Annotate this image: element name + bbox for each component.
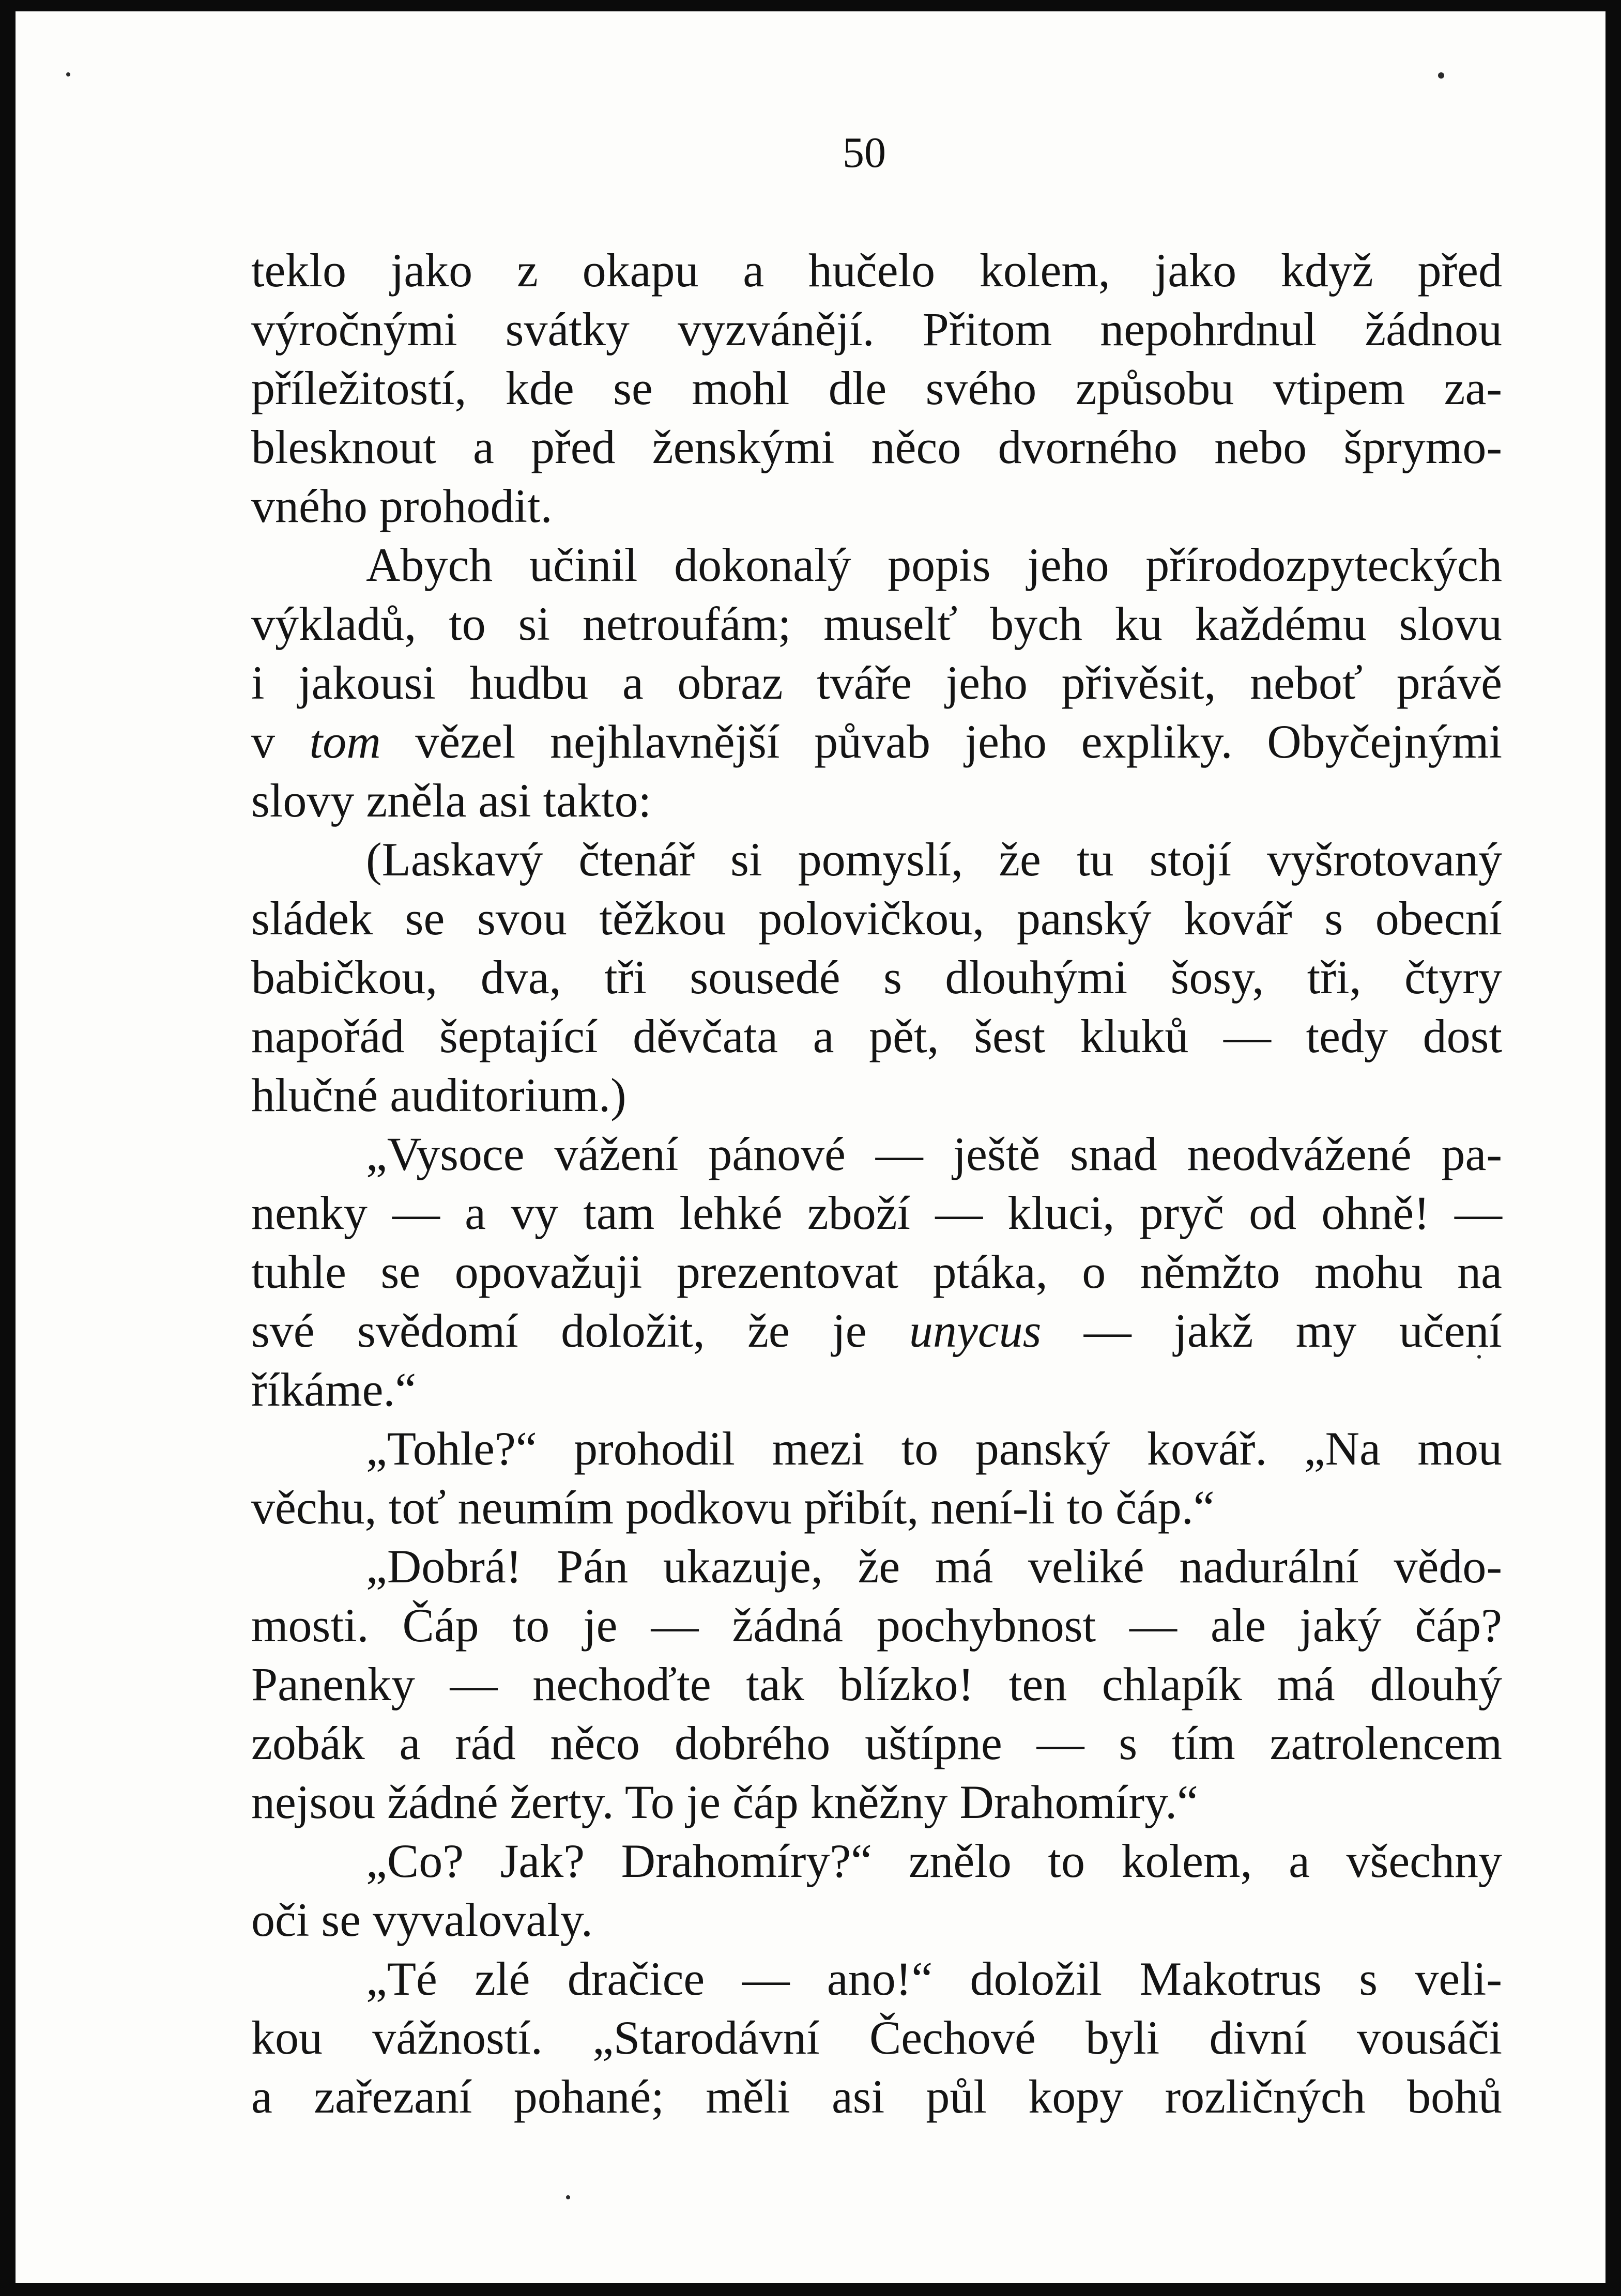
- text-line: teklo jako z okapu a hučelo kolem, jako když před: [251, 244, 1502, 297]
- text-line: oči se vyvalovaly.: [251, 1893, 593, 1946]
- text-line: zobák a rád něco dobrého uštípne — s tím zatrolencem: [251, 1717, 1502, 1769]
- text-line: „Vysoce vážení pánové — ještě snad neodvážené pa-: [366, 1128, 1502, 1180]
- text-line: příležitostí, kde se mohl dle svého způsobu vtipem za-: [251, 362, 1502, 414]
- text-line: vného prohodit.: [251, 480, 553, 532]
- paragraph: [251, 1537, 1502, 1831]
- text-line: kou vážností. „Starodávní Čechové byli divní vousáči: [251, 2011, 1502, 2064]
- text-line: (Laskavý čtenář si pomyslí, že tu stojí vyšrotovaný: [366, 833, 1502, 886]
- text-line: výkladů, to si netroufám; muselť bych ku každému slovu: [251, 597, 1502, 650]
- paragraph: [251, 535, 1502, 830]
- text-line: „Co? Jak? Drahomíry?“ znělo to kolem, a všechny: [366, 1835, 1502, 1887]
- paragraph: [251, 1831, 1502, 1949]
- speck-mark: [566, 2195, 570, 2199]
- text-line: [251, 712, 1502, 771]
- paragraph: [251, 1949, 1502, 2126]
- text-line: babičkou, dva, tři sousedé s dlouhými šosy, tři, čtyry: [251, 951, 1502, 1004]
- text-line: tuhle se opovažuji prezentovat ptáka, o němžto mohu na: [251, 1245, 1502, 1298]
- text-line: [251, 1301, 1502, 1360]
- text-line: „Tohle?“ prohodil mezi to panský kovář. „Na mou: [366, 1422, 1502, 1475]
- text-line: napořád šeptající děvčata a pět, šest kluků — tedy dost: [251, 1010, 1502, 1062]
- text-line: i jakousi hudbu a obraz tváře jeho přivěsit, neboť právě: [251, 656, 1502, 709]
- body-text: [251, 241, 1502, 2126]
- text-line: „Té zlé dračice — ano!“ doložil Makotrus s veli-: [366, 1952, 1502, 2005]
- text-line: Panenky — nechoďte tak blízko! ten chlapík má dlouhý: [251, 1658, 1502, 1711]
- text-line: výročnými svátky vyzvánějí. Přitom nepohrdnul žádnou: [251, 303, 1502, 356]
- speck-mark: [1438, 72, 1444, 79]
- speck-mark: [66, 72, 70, 76]
- italic-word: tom: [309, 715, 381, 768]
- paragraph: [251, 830, 1502, 1124]
- text-line: a zařezaní pohané; měli asi půl kopy rozličných bohů: [251, 2070, 1502, 2123]
- paragraph: [251, 1419, 1502, 1537]
- text-line: hlučné auditorium.): [251, 1069, 626, 1121]
- text-line: říkáme.“: [251, 1363, 417, 1416]
- text-fragment: v: [251, 715, 310, 768]
- text-line: nenky — a vy tam lehké zboží — kluci, pryč od ohně! —: [251, 1186, 1502, 1239]
- paragraph: [251, 241, 1502, 535]
- book-page: [16, 11, 1605, 2283]
- text-line: slovy zněla asi takto:: [251, 774, 652, 827]
- text-line: věchu, toť neumím podkovu přibít, není-li to čáp.“: [251, 1481, 1215, 1534]
- text-line: sládek se svou těžkou polovičkou, panský kovář s obecní: [251, 892, 1502, 945]
- page-number: 50: [843, 129, 886, 177]
- text-line: „Dobrá! Pán ukazuje, že má veliké nadurální vědo-: [366, 1540, 1502, 1593]
- text-fragment: — jakž my učení: [1041, 1304, 1502, 1357]
- text-line: blesknout a před ženskými něco dvorného nebo šprymo-: [251, 421, 1502, 473]
- italic-word: unycus: [909, 1304, 1042, 1357]
- text-line: nejsou žádné žerty. To je čáp kněžny Drahomíry.“: [251, 1776, 1198, 1828]
- text-line: Abych učinil dokonalý popis jeho přírodozpyteckých: [366, 538, 1502, 591]
- paragraph: [251, 1124, 1502, 1419]
- text-fragment: vězel nejhlavnější půvab jeho expliky. Obyčejnými: [380, 715, 1503, 768]
- text-fragment: své svědomí doložit, že je: [251, 1304, 909, 1357]
- text-line: mosti. Čáp to je — žádná pochybnost — ale jaký čáp?: [251, 1599, 1502, 1652]
